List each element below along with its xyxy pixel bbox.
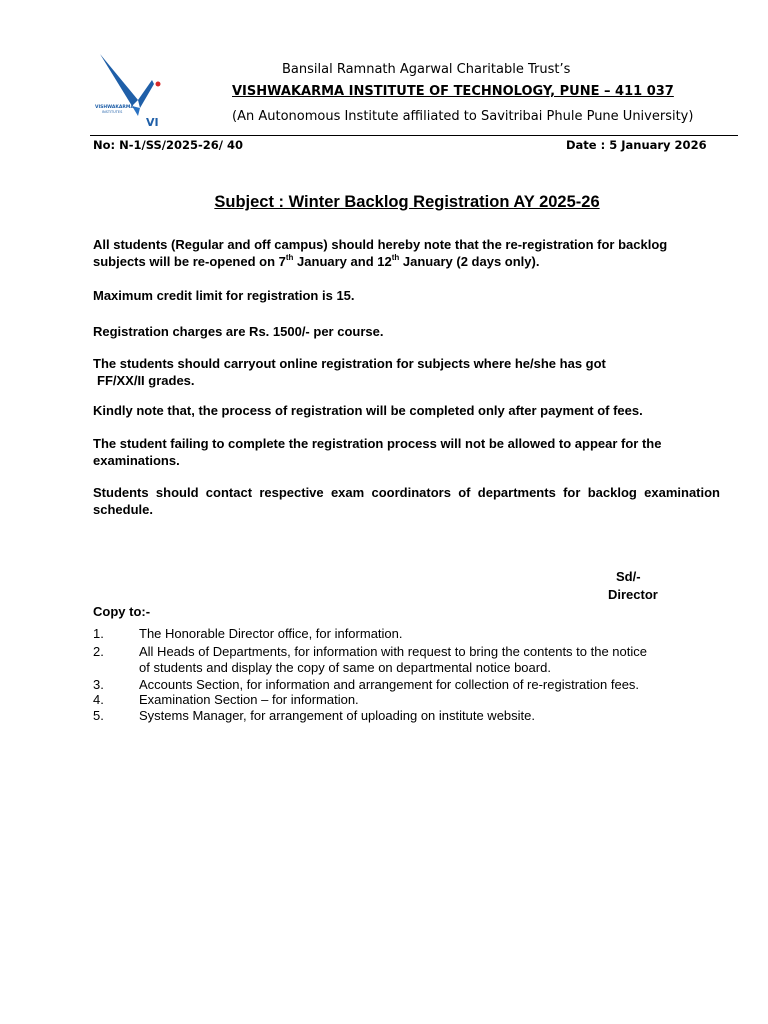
affiliation: (An Autonomous Institute affiliated to Savitribai Phule Pune University) <box>232 109 694 124</box>
p1-sup-1: th <box>285 252 294 262</box>
p4-line-2: FF/XX/II grades. <box>97 373 195 388</box>
paragraph-failing: The student failing to complete the registration process will not be allowed to appear for the examinations. <box>93 436 662 468</box>
subject-line <box>0 193 768 212</box>
copy-item-number: 2. <box>93 644 104 659</box>
copy-item-number: 4. <box>93 692 104 707</box>
copy-to-heading: Copy to:- <box>93 604 151 619</box>
copy-item-number: 5. <box>93 708 104 723</box>
logo-mark: VI <box>146 116 159 129</box>
p1-text-b: January and 12 <box>293 254 392 269</box>
copy-item-text: Accounts Section, for information and arrangement for collection of re-registration fees. <box>139 677 640 692</box>
copy-item-number: 3. <box>93 677 104 692</box>
copy-item-number: 1. <box>93 626 104 641</box>
paragraph-credit-limit: Maximum credit limit for registration is 15. <box>93 288 355 303</box>
p1-text-c: January (2 days only). <box>399 254 540 269</box>
notice-date: Date : 5 January 2026 <box>566 138 707 152</box>
paragraph-charges: Registration charges are Rs. 1500/- per course. <box>93 324 384 339</box>
p1-text-a: All students (Regular and off campus) should hereby note that the re-registration for backlog subjects will be re-opened on 7 <box>93 237 668 269</box>
logo-text-2: INSTITUTES <box>102 110 123 114</box>
p1-sup-2: th <box>391 252 400 262</box>
institute-logo <box>94 50 166 130</box>
signature-title: Director <box>608 587 658 602</box>
subject-text: Subject : Winter Backlog Registration AY 2025-26 <box>214 193 600 211</box>
reference-number: No: N-1/SS/2025-26/ 40 <box>93 138 243 152</box>
header-divider <box>90 135 738 136</box>
paragraph-online-registration <box>93 355 720 389</box>
copy-item-text: Systems Manager, for arrangement of uploading on institute website. <box>139 708 535 723</box>
trust-name: Bansilal Ramnath Agarwal Charitable Trust’s <box>282 62 571 77</box>
institute-name: VISHWAKARMA INSTITUTE OF TECHNOLOGY, PUNE – 411 037 <box>232 84 674 99</box>
paragraph-contact: Students should contact respective exam coordinators of departments for backlog examination schedule. <box>93 485 720 517</box>
paragraph-reopen <box>93 236 720 270</box>
copy-item-text: Examination Section – for information. <box>139 692 359 707</box>
p4-line-1: The students should carryout online registration for subjects where he/she has got <box>93 356 606 371</box>
logo-text-1: VISHWAKARMA <box>95 105 134 110</box>
paragraph-payment: Kindly note that, the process of registration will be completed only after payment of fees. <box>93 403 643 418</box>
copy-item-text: All Heads of Departments, for information with request to bring the contents to the notice of students and display the copy of same on departmental notice board. <box>139 644 647 675</box>
copy-item-text: The Honorable Director office, for information. <box>139 626 403 641</box>
signature-sd: Sd/- <box>616 569 641 584</box>
